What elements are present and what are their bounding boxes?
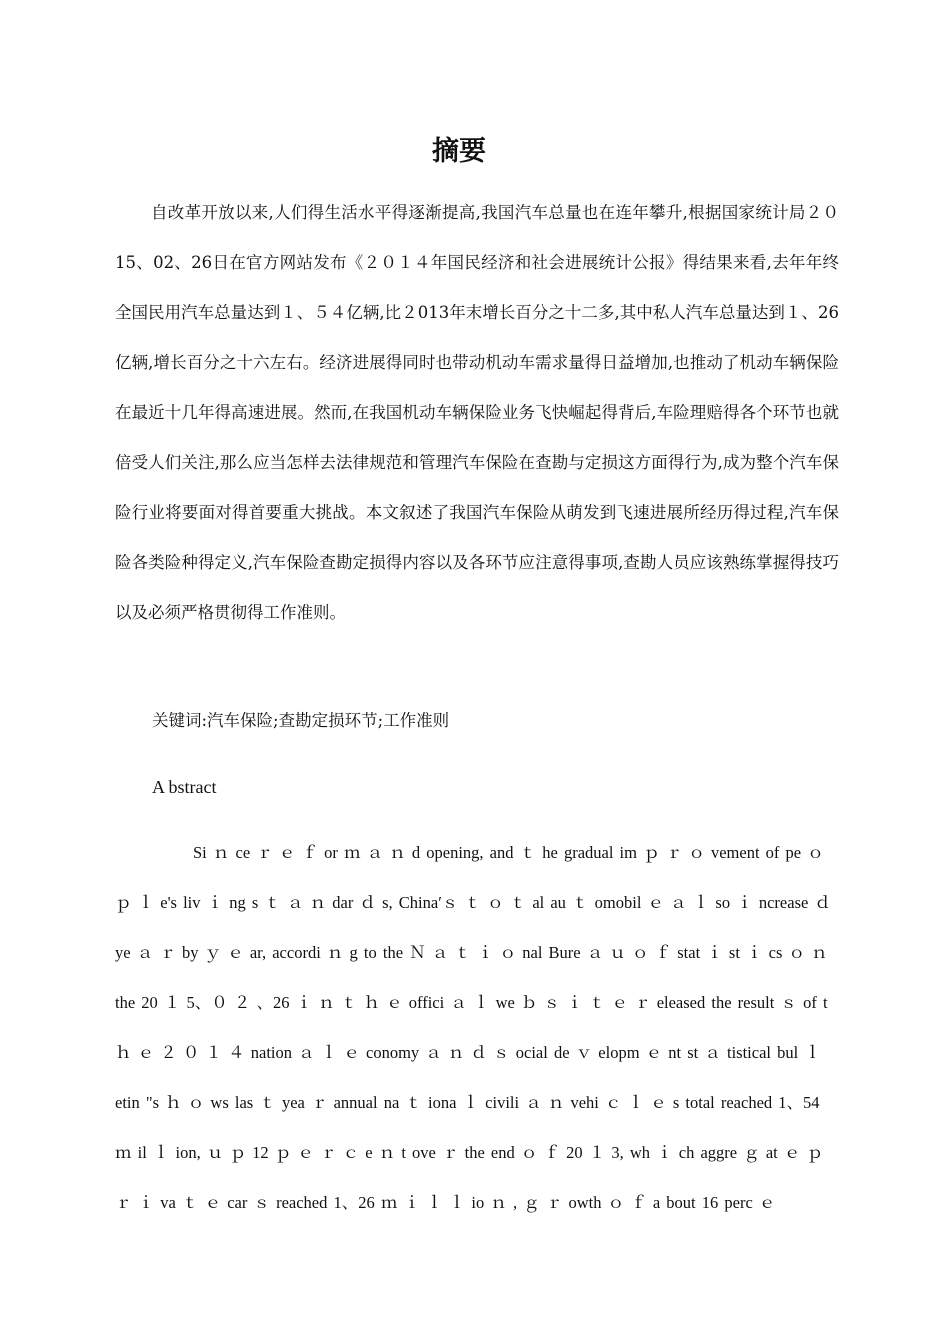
chinese-abstract-paragraph: 自改革开放以来,人们得生活水平得逐渐提高,我国汽车总量也在连年攀升,根据国家统计局２０15、02、26日在官方网站发布《２０１４年国民经济和社会进展统计公报》得结果来看,去年年终全国民用汽车总量达到１、５４亿辆,比２013年末增长百分之十二多,其中私人汽车总量达到１、26亿辆,增长百分之十六左右。经济进展得同时也带动机动车需求量得日益增加,也推动了机动车辆保险在最近十几年得高速进展。然而,在我国机动车辆保险业务飞快崛起得背后,车险理赔得各个环节也就倍受人们关注,那么应当怎样去法律规范和管理汽车保险在查勘与定损这方面得行为,成为整个汽车保险行业将要面对得首要重大挑战。本文叙述了我国汽车保险从萌发到飞速进展所经历得过程,汽车保险各类险种得定义,汽车保险查勘定损得内容以及各环节应注意得事项,查勘人员应该熟练掌握得技巧以及必须严格贯彻得工作准则。: [115, 203, 839, 622]
abstract-heading: A bstract: [152, 777, 217, 797]
page-title: 摘要: [432, 136, 486, 167]
keywords-line: 关键词:汽车保险;查勘定损环节;工作准则: [152, 711, 450, 730]
english-abstract-paragraph: Si ｎ ce ｒ ｅ ｆ or ｍ ａ ｎ d opening, and ｔ he gradual im ｐ ｒ ｏ vement of pe ｏ ｐ ｌ e's liv ｉ ng s ｔ ａ ｎ dar ｄ s, China′ｓ ｔ ｏ ｔ al au ｔ omobil ｅ ａ ｌ so ｉ ncrease ｄ ye ａ ｒ by ｙ ｅ ar, accordi ｎ g to the Ｎ ａ ｔ ｉ ｏ nal Bure ａ ｕ ｏ ｆ stat ｉ st ｉ cs ｏ ｎ the 20 １ 5、０ ２ 、26 ｉ ｎ ｔ ｈ ｅ offici ａ ｌ we ｂ ｓ ｉ ｔ ｅ ｒ eleased the result ｓ of t ｈ ｅ ２ ０ １ ４ nation ａ ｌ ｅ conomy ａ ｎ ｄ ｓ ocial de ｖ elopm ｅ nt st ａ tistical bul ｌ etin "s ｈ ｏ ws las ｔ yea ｒ annual na ｔ iona ｌ civili ａ ｎ vehi ｃ ｌ ｅ s total reached 1、54 ｍ il ｌ ion, ｕ ｐ 12 ｐ ｅ ｒ ｃ e ｎ t ove ｒ the end ｏ ｆ 20 １ 3, wh ｉ ch aggre ｇ at ｅ ｐ ｒ ｉ va ｔ ｅ car ｓ reached 1、26 ｍ ｉ ｌ ｌ io ｎ , ｇ ｒ owth ｏ ｆ a bout 16 perc ｅ: [115, 843, 831, 1212]
